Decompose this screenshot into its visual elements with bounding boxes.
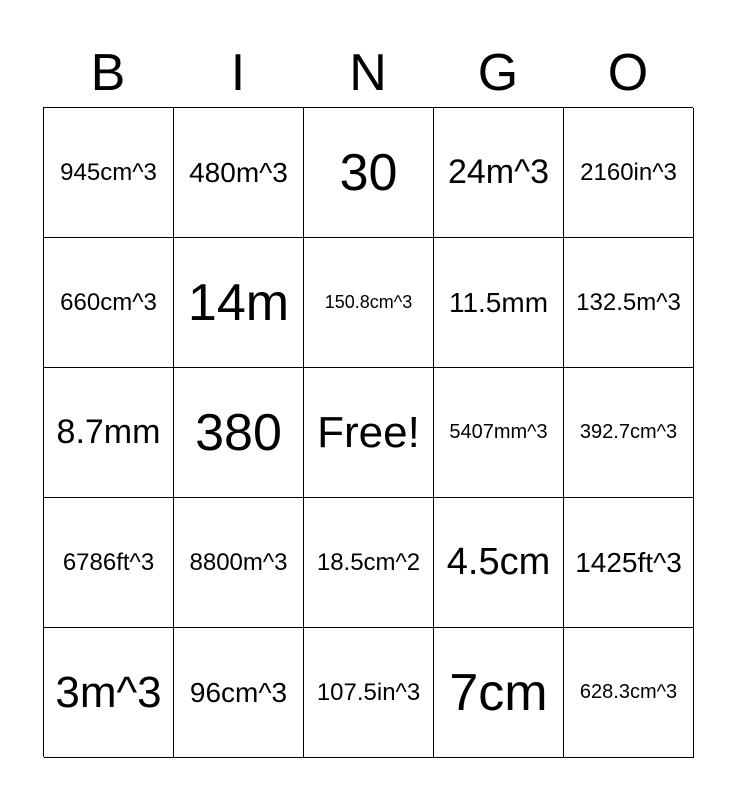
bingo-cell[interactable]: 96cm^3 [174, 628, 304, 758]
bingo-cell[interactable]: 7cm [434, 628, 564, 758]
header-letter-o: O [607, 44, 649, 102]
header-letter-g: G [477, 44, 519, 102]
bingo-cell[interactable]: 132.5m^3 [564, 238, 694, 368]
bingo-cell[interactable]: 392.7cm^3 [564, 368, 694, 498]
header-letter-n: N [349, 44, 387, 102]
bingo-cell[interactable]: 6786ft^3 [44, 498, 174, 628]
bingo-cell[interactable]: 480m^3 [174, 108, 304, 238]
header-letter-i: I [230, 44, 246, 102]
bingo-cell[interactable]: 1425ft^3 [564, 498, 694, 628]
bingo-cell[interactable]: 14m [174, 238, 304, 368]
bingo-cell[interactable]: 24m^3 [434, 108, 564, 238]
bingo-cell[interactable]: 5407mm^3 [434, 368, 564, 498]
bingo-cell[interactable]: 11.5mm [434, 238, 564, 368]
bingo-cell[interactable]: 3m^3 [44, 628, 174, 758]
bingo-cell[interactable]: 30 [304, 108, 434, 238]
bingo-cell[interactable]: 8.7mm [44, 368, 174, 498]
bingo-cell[interactable]: 628.3cm^3 [564, 628, 694, 758]
bingo-cell[interactable]: 18.5cm^2 [304, 498, 434, 628]
bingo-cell[interactable]: 380 [174, 368, 304, 498]
free-space-cell[interactable]: Free! [304, 368, 434, 498]
header-letter-b: B [90, 44, 126, 102]
bingo-cell[interactable]: 107.5in^3 [304, 628, 434, 758]
bingo-cell[interactable]: 945cm^3 [44, 108, 174, 238]
bingo-cell[interactable]: 2160in^3 [564, 108, 694, 238]
bingo-header [43, 40, 693, 106]
bingo-cell[interactable]: 150.8cm^3 [304, 238, 434, 368]
bingo-cell[interactable]: 8800m^3 [174, 498, 304, 628]
bingo-board [43, 107, 693, 757]
bingo-cell[interactable]: 4.5cm [434, 498, 564, 628]
bingo-cell[interactable]: 660cm^3 [44, 238, 174, 368]
